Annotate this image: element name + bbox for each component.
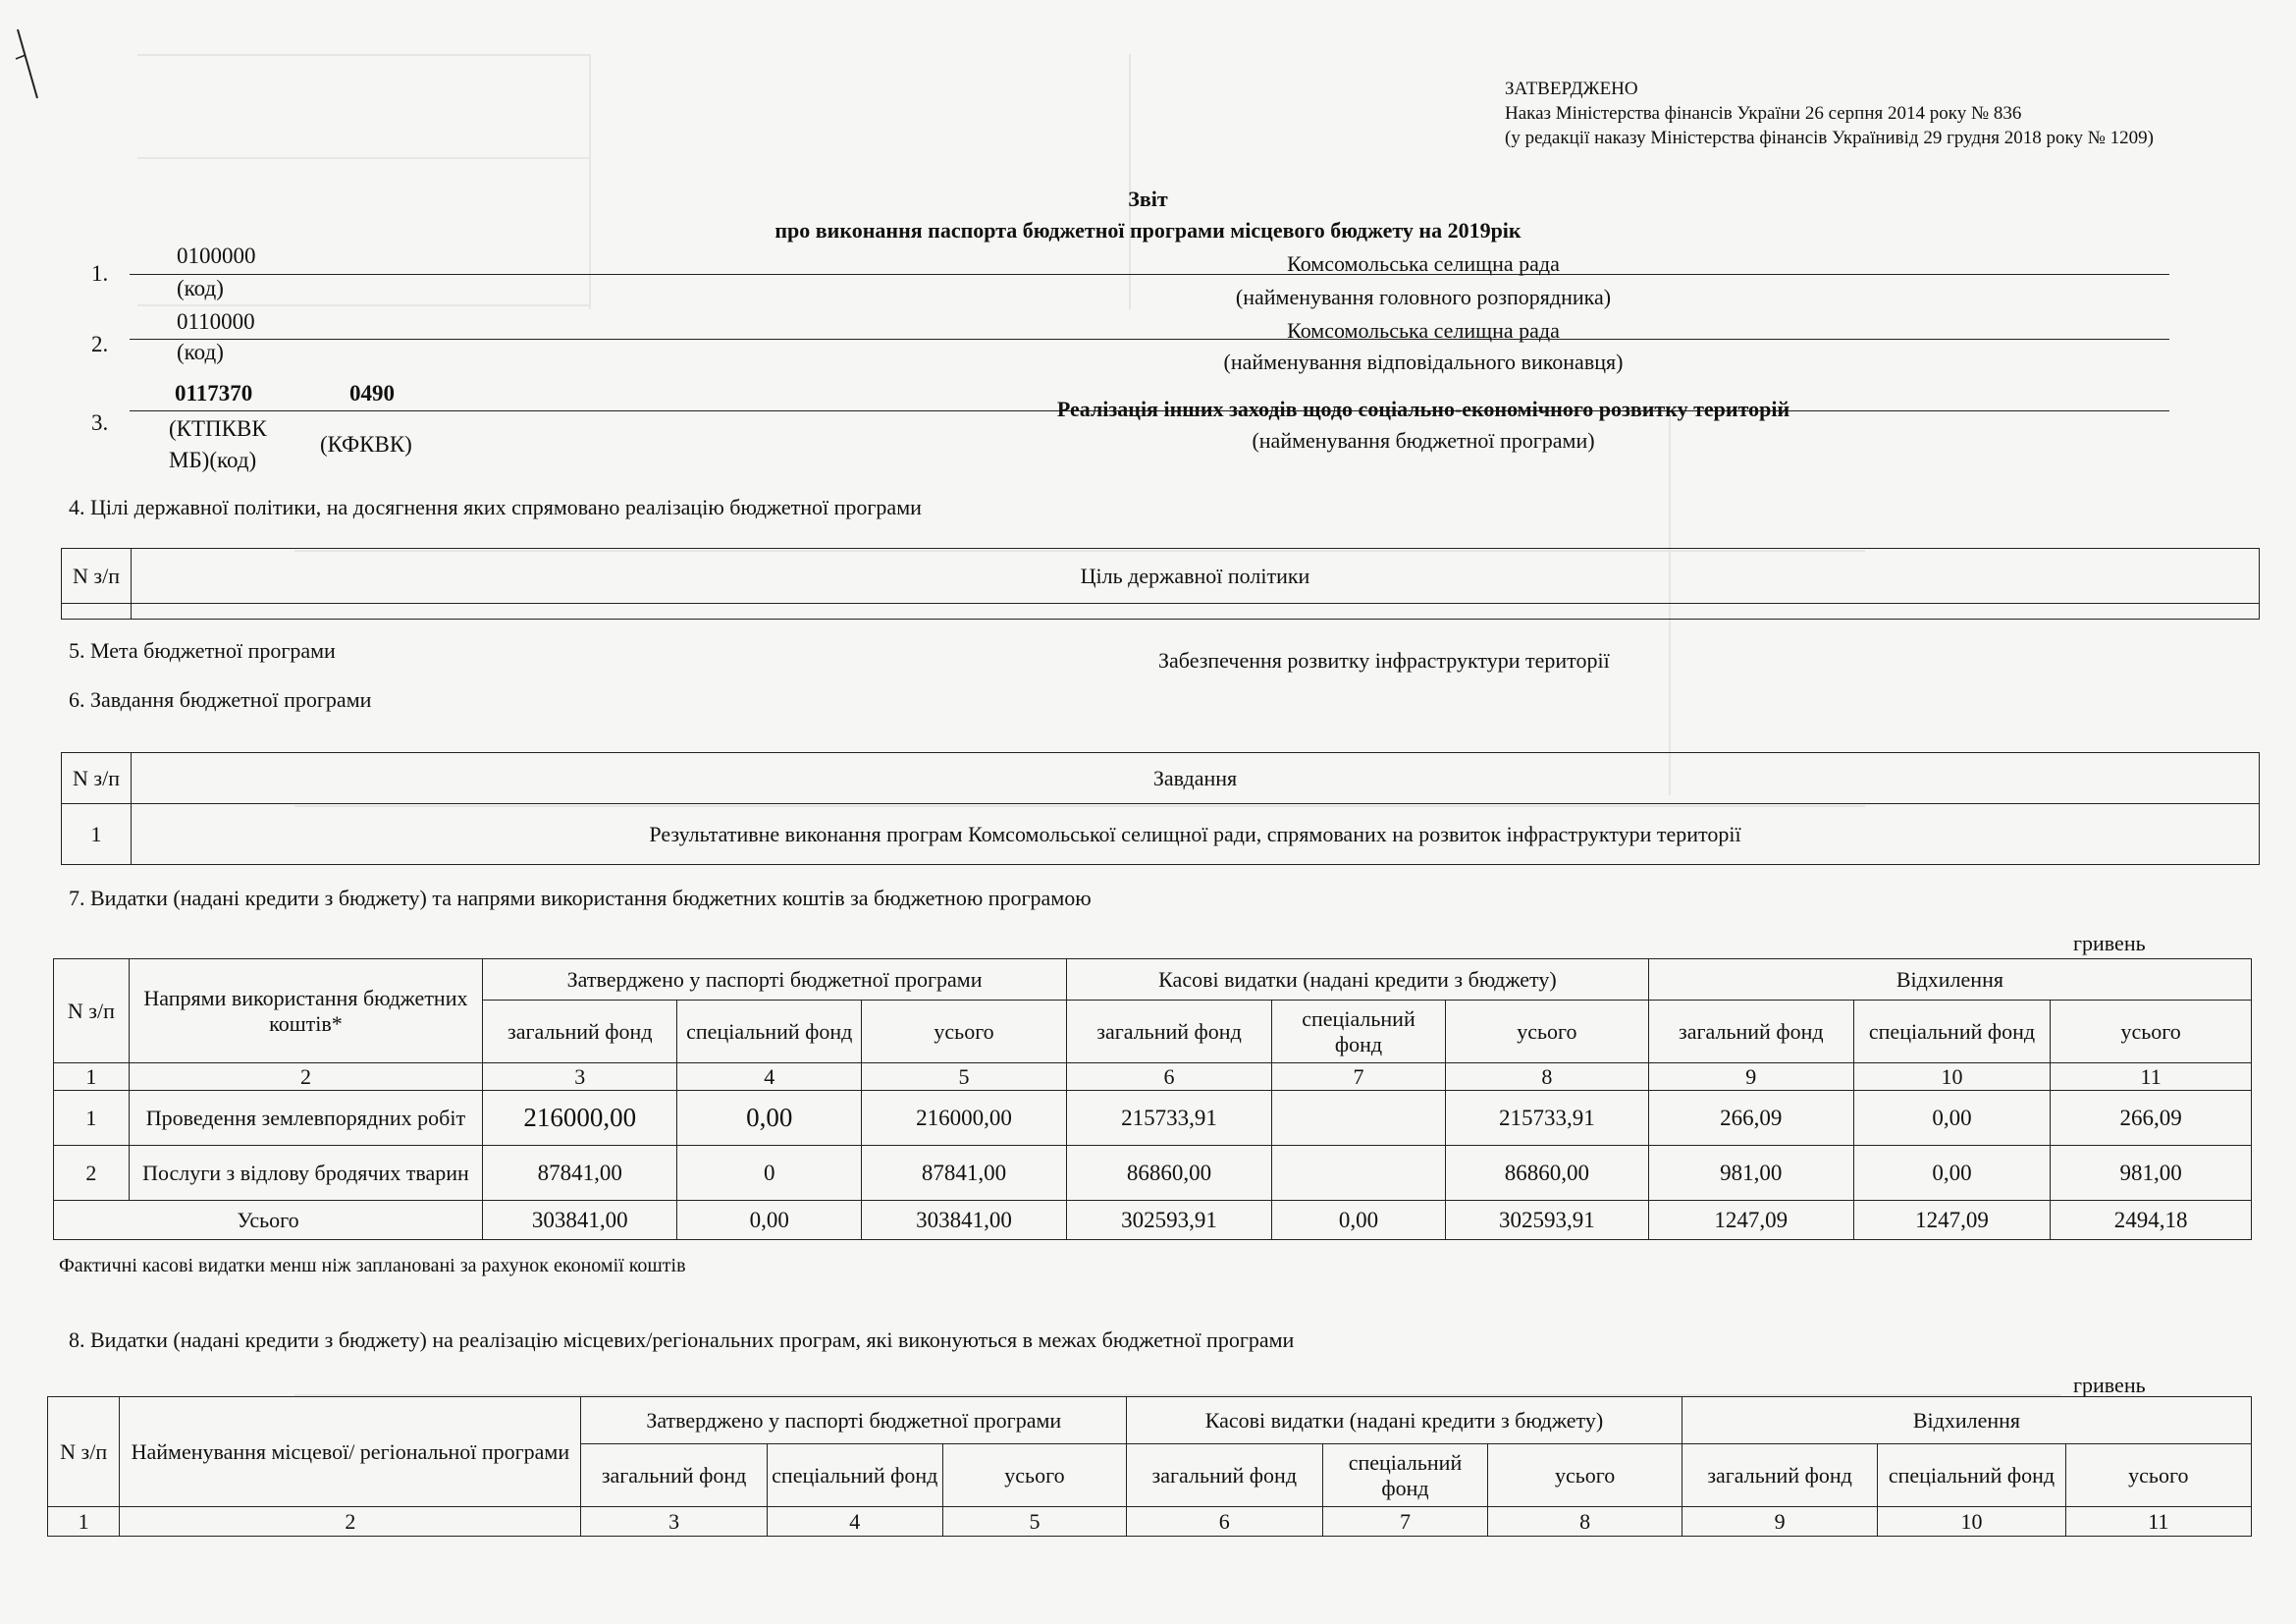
row3-caption-1b: МБ)(код) [169, 448, 257, 472]
row3-kfkvk-code: 0490 [349, 381, 395, 406]
section8-heading: 8. Видатки (надані кредити з бюджету) на реалізацію місцевих/регіональних програм, які виконуються в межах бюджетної програми [69, 1327, 1295, 1352]
table-row [54, 1091, 2252, 1146]
col-number: 8 [1445, 1063, 1648, 1091]
approval-block [1505, 77, 2154, 150]
reg-col-num: N з/п [48, 1397, 120, 1507]
col-number: 7 [1272, 1063, 1446, 1091]
exp-dev-total-value: 266,09 [2051, 1091, 2252, 1146]
exp-total-dev-general: 1247,09 [1648, 1201, 1853, 1240]
regional-programs-table [47, 1396, 2252, 1537]
reg-col-cash: Касові видатки (надані кредити з бюджету) [1127, 1397, 1682, 1444]
exp-col-cash: Касові видатки (надані кредити з бюджету) [1067, 959, 1649, 1001]
section4-heading: 4. Цілі державної політики, на досягнення яких спрямовано реалізацію бюджетної програми [69, 495, 922, 519]
row3-ktpkvk-code: 0117370 [175, 381, 253, 406]
reg-cash-special: спеціальний фонд [1322, 1444, 1488, 1507]
exp-approved-special-value: 0,00 [677, 1091, 862, 1146]
col-number: 6 [1067, 1063, 1272, 1091]
row1-code-caption: (код) [177, 276, 224, 300]
col-number: 2 [129, 1063, 482, 1091]
col-number: 4 [677, 1063, 862, 1091]
reg-col-approved: Затверджено у паспорті бюджетної програми [581, 1397, 1127, 1444]
col-number: 3 [581, 1507, 767, 1537]
row1-name: Комсомольська селищна рада [1287, 251, 1560, 276]
exp-dev-general: загальний фонд [1648, 1001, 1853, 1063]
reg-dev-special: спеціальний фонд [1878, 1444, 2065, 1507]
goals-empty-cell [132, 604, 2260, 620]
col-number: 6 [1127, 1507, 1322, 1537]
exp-total-dev-special: 1247,09 [1853, 1201, 2050, 1240]
col-number: 11 [2051, 1063, 2252, 1091]
exp-dev-total: усього [2051, 1001, 2252, 1063]
col-number: 1 [48, 1507, 120, 1537]
reg-cash-general: загальний фонд [1127, 1444, 1322, 1507]
goals-col-num: N з/п [62, 549, 132, 604]
exp-cash-total-value: 86860,00 [1445, 1146, 1648, 1201]
exp-approved-general-value: 216000,00 [483, 1091, 677, 1146]
exp-approved-total: усього [862, 1001, 1067, 1063]
reg-approved-total: усього [942, 1444, 1126, 1507]
goals-empty-cell [62, 604, 132, 620]
exp-col-num: N з/п [54, 959, 130, 1063]
col-number: 2 [120, 1507, 581, 1537]
section7-unit: гривень [2073, 931, 2146, 955]
exp-cash-total-value: 215733,91 [1445, 1091, 1648, 1146]
exp-dev-special: спеціальний фонд [1853, 1001, 2050, 1063]
exp-cash-special-value [1272, 1091, 1446, 1146]
reg-col-deviation: Відхилення [1682, 1397, 2251, 1444]
col-number: 10 [1853, 1063, 2050, 1091]
col-number: 11 [2065, 1507, 2251, 1537]
col-number: 7 [1322, 1507, 1488, 1537]
approval-line-1: Наказ Міністерства фінансів України 26 серпня 2014 року № 836 [1505, 103, 2022, 124]
exp-dev-general-value: 981,00 [1648, 1146, 1853, 1201]
col-number: 1 [54, 1063, 130, 1091]
exp-total-cash-special: 0,00 [1272, 1201, 1446, 1240]
exp-approved-total-value: 216000,00 [862, 1091, 1067, 1146]
col-number: 8 [1488, 1507, 1682, 1537]
exp-row-num: 1 [54, 1091, 130, 1146]
report-subtitle: про виконання паспорта бюджетної програми місцевого бюджету на 2019рік [774, 218, 1522, 243]
exp-col-deviation: Відхилення [1648, 959, 2251, 1001]
reg-cash-total: усього [1488, 1444, 1682, 1507]
exp-dev-special-value: 0,00 [1853, 1146, 2050, 1201]
exp-col-direction: Напрями використання бюджетних коштів* [129, 959, 482, 1063]
col-number: 9 [1682, 1507, 1877, 1537]
col-number: 5 [942, 1507, 1126, 1537]
exp-cash-special: спеціальний фонд [1272, 1001, 1446, 1063]
col-number: 3 [483, 1063, 677, 1091]
row1-code: 0100000 [177, 244, 256, 268]
goals-col-goal: Ціль державної політики [132, 549, 2260, 604]
col-number: 4 [767, 1507, 942, 1537]
exp-cash-general-value: 215733,91 [1067, 1091, 1272, 1146]
goals-table [61, 548, 2260, 620]
tasks-col-task: Завдання [132, 753, 2260, 804]
col-number: 10 [1878, 1507, 2065, 1537]
exp-approved-total-value: 87841,00 [862, 1146, 1067, 1201]
approval-label: ЗАТВЕРДЖЕНО [1505, 79, 1638, 99]
col-number: 9 [1648, 1063, 1853, 1091]
pen-mark-icon [8, 20, 47, 108]
exp-approved-general: загальний фонд [483, 1001, 677, 1063]
exp-column-numbers-row [54, 1063, 2252, 1091]
exp-total-approved-total: 303841,00 [862, 1201, 1067, 1240]
row1-name-caption: (найменування головного розпорядника) [1235, 285, 1612, 309]
row2-code-caption: (код) [177, 340, 224, 364]
exp-total-dev-total: 2494,18 [2051, 1201, 2252, 1240]
task-num: 1 [62, 804, 132, 865]
reg-approved-special: спеціальний фонд [767, 1444, 942, 1507]
exp-row-num: 2 [54, 1146, 130, 1201]
row3-program-name: Реалізація інших заходів щодо соціально-економічного розвитку територій [1056, 397, 1790, 421]
tasks-col-num: N з/п [62, 753, 132, 804]
exp-cash-total: усього [1445, 1001, 1648, 1063]
row1-number: 1. [91, 261, 109, 286]
row3-caption-1a: (КТПКВК [169, 416, 267, 441]
row2-number: 2. [91, 332, 109, 356]
exp-total-approved-special: 0,00 [677, 1201, 862, 1240]
exp-approved-special: спеціальний фонд [677, 1001, 862, 1063]
report-title: Звіт [1128, 187, 1168, 211]
tasks-table [61, 752, 2260, 865]
exp-total-label: Усього [54, 1201, 483, 1240]
row2-name-caption: (найменування відповідального виконавця) [1223, 350, 1624, 374]
row2-name: Комсомольська селищна рада [1287, 318, 1560, 343]
table-row [54, 1146, 2252, 1201]
exp-total-cash-total: 302593,91 [1445, 1201, 1648, 1240]
exp-total-approved-general: 303841,00 [483, 1201, 677, 1240]
task-text: Результативне виконання програм Комсомольської селищної ради, спрямованих на розвиток інфраструктури території [132, 804, 2260, 865]
reg-approved-general: загальний фонд [581, 1444, 767, 1507]
reg-dev-total: усього [2065, 1444, 2251, 1507]
exp-approved-general-value: 87841,00 [483, 1146, 677, 1201]
expenditures-note: Фактичні касові видатки менш ніж заплановані за рахунок економії коштів [59, 1255, 686, 1276]
section7-heading: 7. Видатки (надані кредити з бюджету) та напрями використання бюджетних коштів за бюджетною програмою [69, 886, 1092, 910]
row3-caption-2: (КФКВК) [320, 432, 412, 457]
exp-total-row [54, 1201, 2252, 1240]
row3-name-caption: (найменування бюджетної програми) [1252, 428, 1595, 453]
table-row [62, 804, 2260, 865]
section8-unit: гривень [2073, 1373, 2146, 1397]
exp-dev-special-value: 0,00 [1853, 1091, 2050, 1146]
section6-heading: 6. Завдання бюджетної програми [69, 687, 372, 712]
reg-dev-general: загальний фонд [1682, 1444, 1877, 1507]
program-goal-value: Забезпечення розвитку інфраструктури території [1158, 648, 1610, 673]
exp-col-approved: Затверджено у паспорті бюджетної програми [483, 959, 1067, 1001]
exp-dev-general-value: 266,09 [1648, 1091, 1853, 1146]
exp-total-cash-general: 302593,91 [1067, 1201, 1272, 1240]
col-number: 5 [862, 1063, 1067, 1091]
exp-row-name: Послуги з відлову бродячих тварин [129, 1146, 482, 1201]
reg-col-name: Найменування місцевої/ регіональної програми [120, 1397, 581, 1507]
reg-column-numbers-row [48, 1507, 2252, 1537]
exp-cash-general-value: 86860,00 [1067, 1146, 1272, 1201]
row2-code: 0110000 [177, 309, 255, 334]
exp-cash-special-value [1272, 1146, 1446, 1201]
exp-approved-special-value: 0 [677, 1146, 862, 1201]
exp-dev-total-value: 981,00 [2051, 1146, 2252, 1201]
exp-cash-general: загальний фонд [1067, 1001, 1272, 1063]
approval-line-2: (у редакції наказу Міністерства фінансів Українивід 29 грудня 2018 року № 1209) [1505, 128, 2154, 148]
section5-heading: 5. Мета бюджетної програми [69, 638, 336, 663]
row3-number: 3. [91, 410, 109, 435]
exp-row-name: Проведення землевпорядних робіт [129, 1091, 482, 1146]
expenditures-table [53, 958, 2252, 1240]
